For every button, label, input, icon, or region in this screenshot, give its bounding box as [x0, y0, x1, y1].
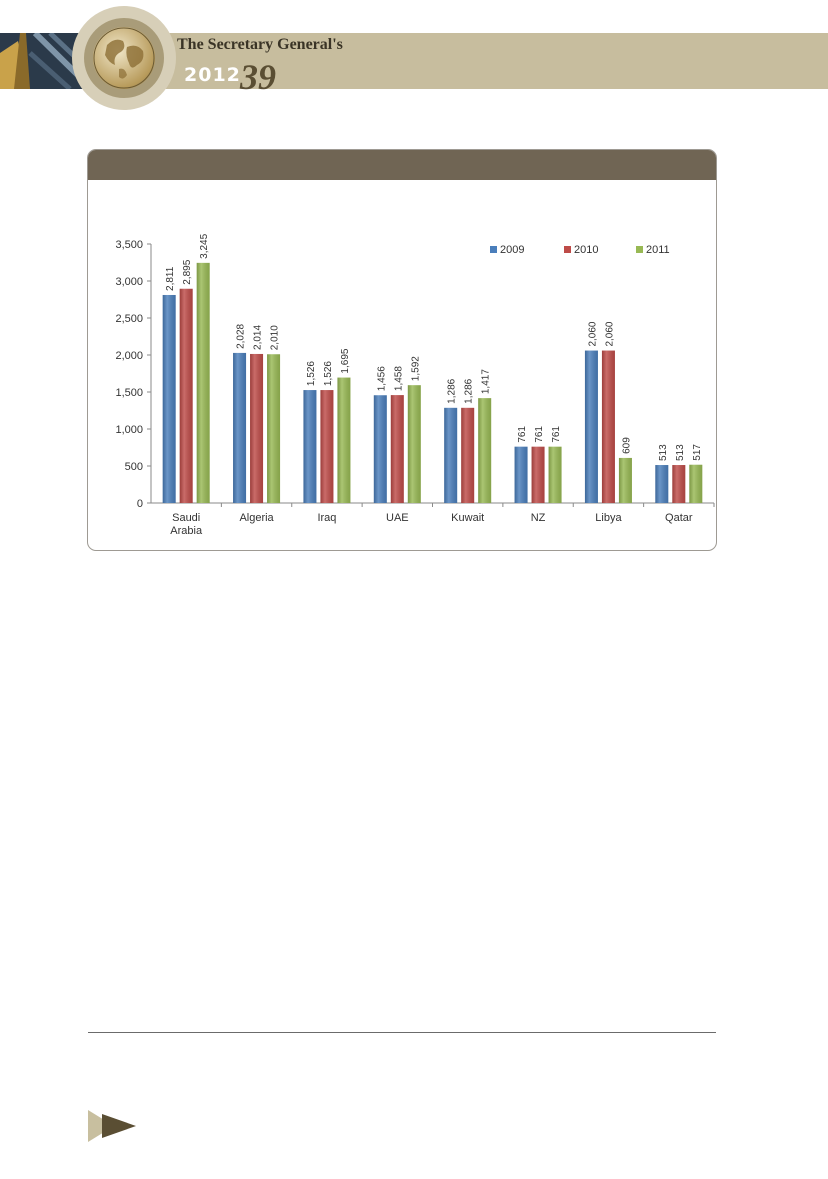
data-label: 2,060 [604, 321, 616, 347]
bar-shading [461, 408, 474, 503]
y-tick-label: 2,500 [115, 313, 143, 325]
legend-swatch-2011 [636, 246, 643, 253]
bar-shading [549, 447, 562, 503]
page-arrow-icon [88, 1110, 140, 1142]
bar-shading [532, 447, 545, 503]
legend-label: 2009 [500, 244, 525, 256]
bar-shading [689, 465, 702, 503]
page-number: 39 [240, 57, 276, 97]
y-tick-label: 500 [124, 461, 143, 473]
data-label: 609 [621, 437, 633, 454]
data-label: 1,286 [463, 378, 475, 404]
header-year: 2012 [184, 64, 241, 86]
data-label: 513 [657, 444, 669, 462]
y-tick-label: 1,500 [115, 387, 143, 399]
data-label: 1,417 [480, 369, 492, 395]
data-label: 2,895 [182, 259, 194, 285]
y-tick-label: 1,000 [115, 424, 143, 436]
bar-shading [655, 465, 668, 503]
bar-shading [303, 390, 316, 503]
data-label: 1,695 [339, 348, 351, 374]
legend-label: 2010 [574, 244, 599, 256]
x-tick-label: Arabia [170, 525, 203, 537]
bar-shading [337, 378, 350, 503]
data-label: 1,526 [322, 361, 334, 387]
y-tick-label: 2,000 [115, 350, 143, 362]
data-label: 2,060 [587, 321, 599, 347]
data-label: 761 [534, 425, 546, 443]
bar-shading [408, 385, 421, 503]
legend-swatch-2010 [564, 246, 571, 253]
data-label: 761 [517, 425, 529, 443]
x-tick-label: NZ [530, 512, 546, 524]
bar-shading [267, 354, 280, 503]
bar-chart [88, 150, 716, 550]
bar-shading [320, 390, 333, 503]
bar-shading [250, 354, 263, 503]
bar-shading [585, 351, 598, 503]
data-label: 1,526 [305, 361, 317, 387]
data-label: 761 [551, 425, 563, 443]
x-tick-label: UAE [386, 512, 409, 524]
data-label: 1,458 [393, 366, 405, 392]
y-tick-label: 0 [136, 498, 143, 510]
globe-logo-icon [93, 27, 155, 89]
legend-label: 2011 [646, 244, 670, 256]
x-tick-label: Iraq [317, 512, 337, 524]
bar-shading [233, 353, 246, 503]
data-label: 517 [691, 444, 703, 461]
bar-shading [180, 289, 193, 503]
x-tick-label: Saudi [172, 512, 201, 524]
bar-shading [391, 395, 404, 503]
data-label: 3,245 [199, 233, 211, 259]
bar-shading [672, 465, 685, 503]
data-label: 2,010 [269, 325, 281, 351]
bar-shading [374, 395, 387, 503]
bar-shading [619, 458, 632, 503]
x-tick-label: Algeria [239, 512, 274, 524]
x-tick-label: Qatar [665, 512, 693, 524]
header-title: The Secretary General's [177, 36, 343, 53]
bar-shading [602, 351, 615, 503]
bar-shading [478, 398, 491, 503]
data-label: 1,592 [410, 356, 422, 382]
bar-shading [444, 408, 457, 503]
chart-panel [87, 149, 717, 551]
data-label: 2,014 [252, 324, 264, 350]
x-tick-label: Libya [595, 512, 622, 524]
data-label: 2,028 [235, 323, 247, 349]
bar-shading [163, 295, 176, 503]
data-label: 513 [674, 444, 686, 462]
data-label: 1,456 [376, 366, 388, 392]
data-label: 1,286 [446, 378, 458, 404]
y-tick-label: 3,000 [115, 276, 143, 288]
bar-shading [197, 263, 210, 503]
legend-swatch-2009 [490, 246, 497, 253]
footnote-divider [88, 1032, 716, 1033]
x-tick-label: Kuwait [451, 512, 485, 524]
data-label: 2,811 [165, 266, 177, 291]
bar-shading [515, 447, 528, 503]
y-tick-label: 3,500 [115, 239, 143, 251]
